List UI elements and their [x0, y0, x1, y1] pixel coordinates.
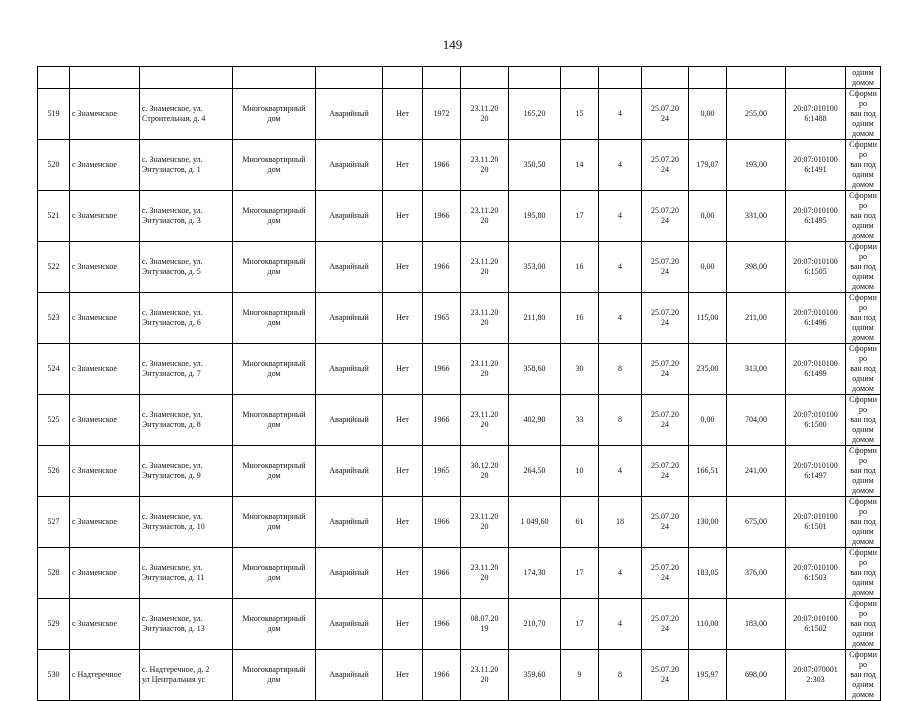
year-cell: 1966: [423, 140, 461, 191]
apartments-cell: 4: [599, 599, 642, 650]
condition-cell: Аварийный: [316, 650, 383, 701]
row-number-cell: 530: [38, 650, 70, 701]
value-cell-2: 183,00: [727, 599, 786, 650]
recognition-date-cell: 23.11.20 20: [461, 89, 509, 140]
address-cell: с. Знаменское, ул. Строительная, д. 4: [140, 89, 233, 140]
status-cell: Сформиро ван под одним домом: [846, 140, 881, 191]
planned-date-cell: 25.07.20 24: [642, 548, 689, 599]
condition-cell: Аварийный: [316, 497, 383, 548]
flag-cell: Нет: [383, 395, 423, 446]
row-number-cell: 520: [38, 140, 70, 191]
area-cell: 1 049,60: [509, 497, 561, 548]
area-cell: 211,80: [509, 293, 561, 344]
row-number-cell: 527: [38, 497, 70, 548]
recognition-date-cell: 23.11.20 20: [461, 497, 509, 548]
condition-cell: Аварийный: [316, 242, 383, 293]
condition-cell: Аварийный: [316, 344, 383, 395]
residents-cell: 16: [561, 293, 599, 344]
cadastral-number-cell: 20:07:010100 6:1499: [786, 344, 846, 395]
year-cell: 1966: [423, 548, 461, 599]
building-type-cell: Многоквартирный дом: [233, 599, 316, 650]
building-type-cell: Многоквартирный дом: [233, 497, 316, 548]
cadastral-number-cell: 20:07:010100 6:1503: [786, 548, 846, 599]
settlement-cell: с Знаменское: [70, 89, 140, 140]
cadastral-number-cell: 20:07:010100 6:1491: [786, 140, 846, 191]
building-type-cell: Многоквартирный дом: [233, 293, 316, 344]
planned-date-cell: 25.07.20 24: [642, 191, 689, 242]
flag-cell: Нет: [383, 446, 423, 497]
recognition-date-cell: 23.11.20 20: [461, 191, 509, 242]
settlement-cell: с Знаменское: [70, 242, 140, 293]
year-cell: 1972: [423, 89, 461, 140]
address-cell: с. Знаменское, ул. Энтузиастов, д. 6: [140, 293, 233, 344]
value-cell-2: 704,00: [727, 395, 786, 446]
table-row: [38, 242, 881, 293]
apartments-cell: 4: [599, 140, 642, 191]
table-row: [38, 650, 881, 701]
flag-cell: Нет: [383, 191, 423, 242]
area-cell: 353,00: [509, 242, 561, 293]
housing-registry-table: [37, 66, 881, 701]
building-type-cell: Многоквартирный дом: [233, 395, 316, 446]
status-cell: Сформиро ван под одним домом: [846, 344, 881, 395]
area-cell: 359,60: [509, 650, 561, 701]
table-row: [38, 599, 881, 650]
condition-cell: Аварийный: [316, 293, 383, 344]
value-cell-1: 0,00: [689, 242, 727, 293]
planned-date-cell: 25.07.20 24: [642, 344, 689, 395]
value-cell-1: 115,00: [689, 293, 727, 344]
table-row: [38, 344, 881, 395]
residents-cell: 30: [561, 344, 599, 395]
year-cell: 1966: [423, 395, 461, 446]
table-row: [38, 191, 881, 242]
status-cell: Сформиро ван под одним домом: [846, 242, 881, 293]
address-cell: с. Знаменское, ул. Энтузиастов, д. 13: [140, 599, 233, 650]
area-cell: 174,30: [509, 548, 561, 599]
planned-date-cell: 25.07.20 24: [642, 599, 689, 650]
residents-cell: 17: [561, 191, 599, 242]
settlement-cell: с Знаменское: [70, 140, 140, 191]
cadastral-number-cell: 20:07:010100 6:1488: [786, 89, 846, 140]
building-type-cell: Многоквартирный дом: [233, 446, 316, 497]
apartments-cell: 18: [599, 497, 642, 548]
year-cell: 1965: [423, 293, 461, 344]
row-number-cell: 528: [38, 548, 70, 599]
area-cell: 165,20: [509, 89, 561, 140]
value-cell-2: 193,00: [727, 140, 786, 191]
page-number: 149: [442, 37, 463, 52]
apartments-cell: 4: [599, 191, 642, 242]
table-row: [38, 395, 881, 446]
row-number-cell: 519: [38, 89, 70, 140]
condition-cell: Аварийный: [316, 446, 383, 497]
settlement-cell: с Знаменское: [70, 191, 140, 242]
value-cell-2: 331,00: [727, 191, 786, 242]
value-cell-1: 0,00: [689, 89, 727, 140]
condition-cell: Аварийный: [316, 89, 383, 140]
recognition-date-cell: 23.11.20 20: [461, 293, 509, 344]
year-cell: 1966: [423, 242, 461, 293]
status-cell: одним домом: [846, 67, 881, 89]
area-cell: 350,50: [509, 140, 561, 191]
row-number-cell: 525: [38, 395, 70, 446]
table-row-continued: [38, 67, 881, 89]
condition-cell: Аварийный: [316, 140, 383, 191]
residents-cell: 61: [561, 497, 599, 548]
planned-date-cell: 25.07.20 24: [642, 293, 689, 344]
building-type-cell: Многоквартирный дом: [233, 242, 316, 293]
recognition-date-cell: 23.11.20 20: [461, 344, 509, 395]
flag-cell: Нет: [383, 242, 423, 293]
apartments-cell: 4: [599, 293, 642, 344]
area-cell: 402,90: [509, 395, 561, 446]
building-type-cell: Многоквартирный дом: [233, 344, 316, 395]
value-cell-2: 211,00: [727, 293, 786, 344]
table-row: [38, 293, 881, 344]
cadastral-number-cell: 20:07:010100 6:1500: [786, 395, 846, 446]
apartments-cell: 4: [599, 89, 642, 140]
row-number-cell: 526: [38, 446, 70, 497]
status-cell: Сформиро ван под одним домом: [846, 548, 881, 599]
flag-cell: Нет: [383, 650, 423, 701]
recognition-date-cell: 08.07.20 19: [461, 599, 509, 650]
row-number-cell: 524: [38, 344, 70, 395]
recognition-date-cell: 23.11.20 20: [461, 140, 509, 191]
apartments-cell: 4: [599, 446, 642, 497]
table-row: [38, 446, 881, 497]
value-cell-2: 376,00: [727, 548, 786, 599]
settlement-cell: с Знаменское: [70, 497, 140, 548]
table-row: [38, 497, 881, 548]
building-type-cell: Многоквартирный дом: [233, 140, 316, 191]
year-cell: 1966: [423, 191, 461, 242]
settlement-cell: с Знаменское: [70, 395, 140, 446]
value-cell-2: 313,00: [727, 344, 786, 395]
address-cell: с. Знаменское, ул. Энтузиастов, д. 9: [140, 446, 233, 497]
cadastral-number-cell: 20:07:070001 2:303: [786, 650, 846, 701]
recognition-date-cell: 23.11.20 20: [461, 650, 509, 701]
flag-cell: Нет: [383, 140, 423, 191]
row-number-cell: 523: [38, 293, 70, 344]
table-row: [38, 89, 881, 140]
value-cell-2: 698,00: [727, 650, 786, 701]
value-cell-1: 0,00: [689, 191, 727, 242]
address-cell: с. Знаменское, ул. Энтузиастов, д. 11: [140, 548, 233, 599]
area-cell: 358,60: [509, 344, 561, 395]
settlement-cell: с Знаменское: [70, 344, 140, 395]
status-cell: Сформиро ван под одним домом: [846, 497, 881, 548]
year-cell: 1966: [423, 344, 461, 395]
flag-cell: Нет: [383, 599, 423, 650]
value-cell-1: 130,00: [689, 497, 727, 548]
planned-date-cell: 25.07.20 24: [642, 242, 689, 293]
row-number-cell: 529: [38, 599, 70, 650]
building-type-cell: Многоквартирный дом: [233, 191, 316, 242]
value-cell-1: 235,00: [689, 344, 727, 395]
planned-date-cell: 25.07.20 24: [642, 497, 689, 548]
table-row: [38, 140, 881, 191]
cadastral-number-cell: 20:07:010100 6:1501: [786, 497, 846, 548]
year-cell: 1966: [423, 650, 461, 701]
planned-date-cell: 25.07.20 24: [642, 446, 689, 497]
planned-date-cell: 25.07.20 24: [642, 395, 689, 446]
status-cell: Сформиро ван под одним домом: [846, 293, 881, 344]
value-cell-1: 0,00: [689, 395, 727, 446]
area-cell: 264,50: [509, 446, 561, 497]
year-cell: 1966: [423, 599, 461, 650]
building-type-cell: Многоквартирный дом: [233, 650, 316, 701]
status-cell: Сформиро ван под одним домом: [846, 191, 881, 242]
value-cell-2: 241,00: [727, 446, 786, 497]
flag-cell: Нет: [383, 293, 423, 344]
year-cell: 1966: [423, 497, 461, 548]
condition-cell: Аварийный: [316, 395, 383, 446]
flag-cell: Нет: [383, 497, 423, 548]
settlement-cell: с Надтеречное: [70, 650, 140, 701]
settlement-cell: с Знаменское: [70, 293, 140, 344]
area-cell: 210,70: [509, 599, 561, 650]
address-cell: с. Надтеречное, д. 2 ул Центральная ус: [140, 650, 233, 701]
planned-date-cell: 25.07.20 24: [642, 140, 689, 191]
apartments-cell: 4: [599, 242, 642, 293]
value-cell-2: 398,00: [727, 242, 786, 293]
residents-cell: 33: [561, 395, 599, 446]
residents-cell: 10: [561, 446, 599, 497]
residents-cell: 16: [561, 242, 599, 293]
value-cell-2: 675,00: [727, 497, 786, 548]
condition-cell: Аварийный: [316, 191, 383, 242]
address-cell: с. Знаменское, ул. Энтузиастов, д. 3: [140, 191, 233, 242]
recognition-date-cell: 23.11.20 20: [461, 548, 509, 599]
address-cell: с. Знаменское, ул. Энтузиастов, д. 10: [140, 497, 233, 548]
planned-date-cell: 25.07.20 24: [642, 650, 689, 701]
area-cell: 195,80: [509, 191, 561, 242]
cadastral-number-cell: 20:07:010100 6:1502: [786, 599, 846, 650]
building-type-cell: Многоквартирный дом: [233, 548, 316, 599]
flag-cell: Нет: [383, 344, 423, 395]
value-cell-1: 166,51: [689, 446, 727, 497]
recognition-date-cell: 23.11.20 20: [461, 395, 509, 446]
row-number-cell: 521: [38, 191, 70, 242]
apartments-cell: 8: [599, 650, 642, 701]
condition-cell: Аварийный: [316, 599, 383, 650]
residents-cell: 17: [561, 599, 599, 650]
table-row: [38, 548, 881, 599]
settlement-cell: с Знаменское: [70, 548, 140, 599]
settlement-cell: с Знаменское: [70, 599, 140, 650]
residents-cell: 14: [561, 140, 599, 191]
status-cell: Сформиро ван под одним домом: [846, 395, 881, 446]
building-type-cell: Многоквартирный дом: [233, 89, 316, 140]
recognition-date-cell: 23.11.20 20: [461, 242, 509, 293]
status-cell: Сформиро ван под одним домом: [846, 89, 881, 140]
residents-cell: 9: [561, 650, 599, 701]
residents-cell: 17: [561, 548, 599, 599]
cadastral-number-cell: 20:07:010100 6:1505: [786, 242, 846, 293]
address-cell: с. Знаменское, ул. Энтузиастов, д. 7: [140, 344, 233, 395]
value-cell-1: 183,05: [689, 548, 727, 599]
residents-cell: 15: [561, 89, 599, 140]
cadastral-number-cell: 20:07:010100 6:1497: [786, 446, 846, 497]
address-cell: с. Знаменское, ул. Энтузиастов, д. 1: [140, 140, 233, 191]
cadastral-number-cell: 20:07:010100 6:1495: [786, 191, 846, 242]
flag-cell: Нет: [383, 548, 423, 599]
address-cell: с. Знаменское, ул. Энтузиастов, д. 5: [140, 242, 233, 293]
status-cell: Сформиро ван под одним домом: [846, 650, 881, 701]
apartments-cell: 4: [599, 548, 642, 599]
status-cell: Сформиро ван под одним домом: [846, 599, 881, 650]
flag-cell: Нет: [383, 89, 423, 140]
address-cell: с. Знаменское, ул. Энтузиастов, д. 8: [140, 395, 233, 446]
apartments-cell: 8: [599, 344, 642, 395]
year-cell: 1965: [423, 446, 461, 497]
value-cell-1: 195,97: [689, 650, 727, 701]
apartments-cell: 8: [599, 395, 642, 446]
row-number-cell: 522: [38, 242, 70, 293]
cadastral-number-cell: 20:07:010100 6:1496: [786, 293, 846, 344]
condition-cell: Аварийный: [316, 548, 383, 599]
value-cell-1: 110,00: [689, 599, 727, 650]
status-cell: Сформиро ван под одним домом: [846, 446, 881, 497]
recognition-date-cell: 30.12.20 20: [461, 446, 509, 497]
planned-date-cell: 25.07.20 24: [642, 89, 689, 140]
value-cell-2: 255,00: [727, 89, 786, 140]
settlement-cell: с Знаменское: [70, 446, 140, 497]
value-cell-1: 179,07: [689, 140, 727, 191]
